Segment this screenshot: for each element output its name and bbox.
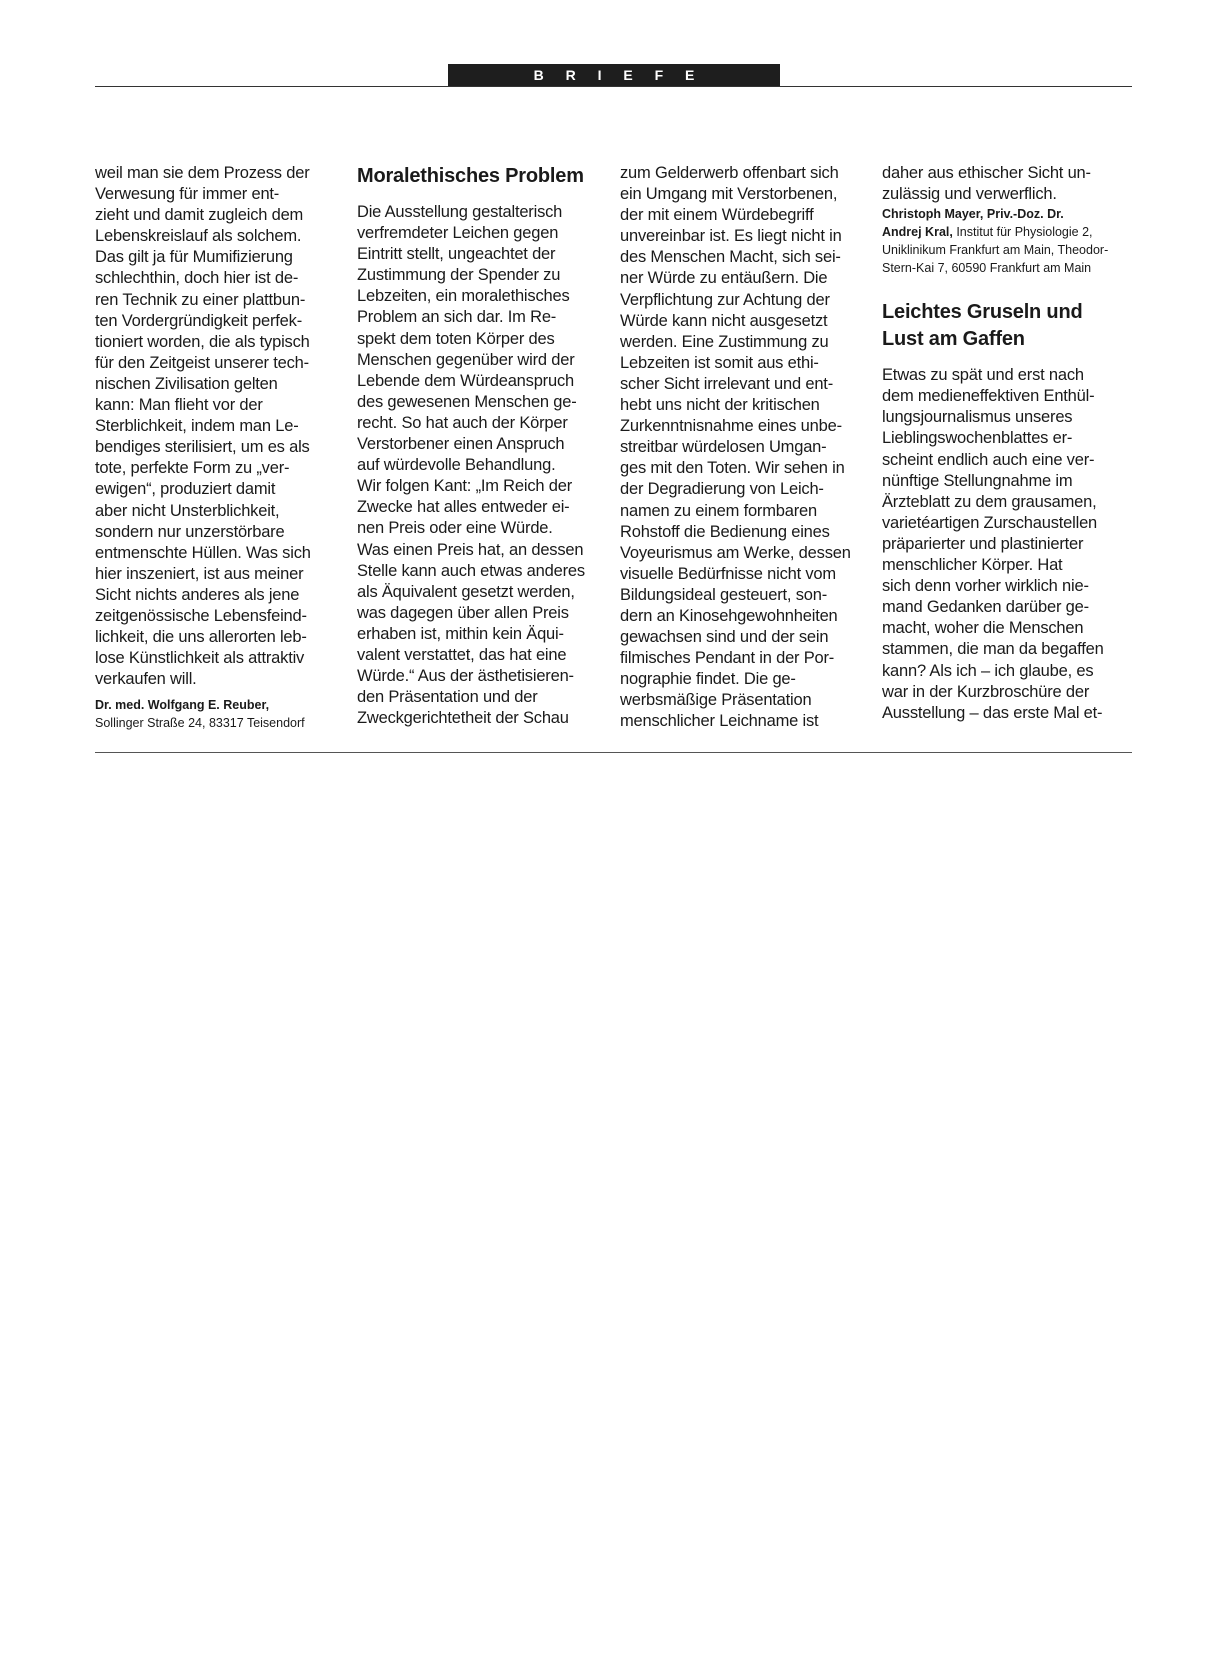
text-line: ges mit den Toten. Wir sehen in bbox=[620, 459, 845, 478]
text-line: Würde kann nicht ausgesetzt bbox=[620, 311, 828, 330]
text-line: nographie findet. Die ge- bbox=[620, 670, 796, 689]
text-line: den Präsentation und der bbox=[357, 688, 538, 707]
text-line: Ausstellung – das erste Mal et- bbox=[882, 703, 1103, 722]
text-line: Lebenskreislauf als solchem. bbox=[95, 227, 302, 246]
letter-body-2 bbox=[357, 202, 607, 729]
text-line: Rohstoff die Bedienung eines bbox=[620, 522, 830, 541]
text-line: hebt uns nicht der kritischen bbox=[620, 396, 820, 415]
text-line: sondern nur unzerstörbare bbox=[95, 522, 285, 541]
text-line: kann? Als ich – ich glaube, es bbox=[882, 661, 1094, 680]
signature-name: Christoph Mayer, Priv.-Doz. Dr. bbox=[882, 207, 1064, 222]
text-line: der mit einem Würdebegriff bbox=[620, 206, 814, 225]
text-line: Lebzeiten, ein moralethisches bbox=[357, 287, 570, 306]
section-banner: B R I E F E bbox=[448, 64, 780, 86]
text-line: gewachsen sind und der sein bbox=[620, 628, 829, 647]
signature-address: Uniklinikum Frankfurt am Main, Theodor- bbox=[882, 243, 1109, 258]
signature-address: Stern-Kai 7, 60590 Frankfurt am Main bbox=[882, 261, 1092, 276]
text-line: macht, woher die Menschen bbox=[882, 619, 1084, 638]
text-line: zeitgenössische Lebensfeind- bbox=[95, 606, 307, 625]
text-line: Das gilt ja für Mumifizierung bbox=[95, 248, 293, 267]
text-line: streitbar würdelosen Umgan- bbox=[620, 438, 827, 457]
signature-address: Sollinger Straße 24, 83317 Teisendorf bbox=[95, 716, 305, 731]
text-line: auf würdevolle Behandlung. bbox=[357, 456, 556, 475]
text-line: spekt dem toten Körper des bbox=[357, 329, 555, 348]
text-line: Ärzteblatt zu dem grausamen, bbox=[882, 492, 1097, 511]
text-line: Sicht nichts anderes als jene bbox=[95, 585, 300, 604]
text-line: sich denn vorher wirklich nie- bbox=[882, 577, 1089, 596]
column-3 bbox=[620, 163, 870, 733]
column-4 bbox=[882, 163, 1132, 724]
text-line: Zwecke hat alles entweder ei- bbox=[357, 498, 570, 517]
text-line: menschlicher Leichname ist bbox=[620, 712, 819, 731]
text-line: nünftige Stellungnahme im bbox=[882, 471, 1073, 490]
text-line: dern an Kinosehgewohnheiten bbox=[620, 606, 838, 625]
text-line: Verstorbener einen Anspruch bbox=[357, 435, 565, 454]
signature-address bbox=[882, 223, 1132, 241]
footer-rule bbox=[95, 752, 1132, 753]
text-line: Sterblichkeit, indem man Le- bbox=[95, 417, 299, 436]
letter-body-4 bbox=[882, 365, 1132, 724]
text-line: Zurkenntnisnahme eines unbe- bbox=[620, 417, 842, 436]
column-1 bbox=[95, 163, 345, 732]
text-line: als Äquivalent gesetzt werden, bbox=[357, 582, 575, 601]
text-line: stammen, die man da begaffen bbox=[882, 640, 1104, 659]
text-line: menschlicher Körper. Hat bbox=[882, 556, 1063, 575]
text-line: Verpflichtung zur Achtung der bbox=[620, 290, 830, 309]
text-line: dem medieneffektiven Enthül- bbox=[882, 387, 1095, 406]
article-heading bbox=[357, 163, 607, 190]
text-line: Zustimmung der Spender zu bbox=[357, 266, 561, 285]
text-line: varietéartigen Zurschaustellen bbox=[882, 513, 1098, 532]
text-line: weil man sie dem Prozess der bbox=[95, 164, 310, 182]
letter-body-3 bbox=[620, 163, 870, 733]
text-line: lose Künstlichkeit als attraktiv bbox=[95, 649, 305, 668]
text-line: präparierter und plastinierter bbox=[882, 534, 1084, 553]
heading-line: Leichtes Gruseln und bbox=[882, 301, 1083, 324]
text-line: zieht und damit zugleich dem bbox=[95, 206, 304, 225]
text-line: valent verstattet, das hat eine bbox=[357, 645, 567, 664]
signature-name: Dr. med. Wolfgang E. Reuber, bbox=[95, 698, 270, 713]
text-line: ewigen“, produziert damit bbox=[95, 480, 276, 499]
text-line: nischen Zivilisation gelten bbox=[95, 374, 278, 393]
text-line: Problem an sich dar. Im Re- bbox=[357, 308, 557, 327]
text-line: lungsjournalismus unseres bbox=[882, 408, 1073, 427]
text-line: des gewesenen Menschen ge- bbox=[357, 392, 577, 411]
text-line: nen Preis oder eine Würde. bbox=[357, 519, 553, 538]
text-line: Lebzeiten ist somit aus ethi- bbox=[620, 353, 819, 372]
text-line: was dagegen über allen Preis bbox=[357, 603, 569, 622]
letter-body-4-end bbox=[882, 163, 1132, 205]
text-line: namen zu einem formbaren bbox=[620, 501, 817, 520]
text-line: der Degradierung von Leich- bbox=[620, 480, 824, 499]
text-line: scher Sicht irrelevant und ent- bbox=[620, 374, 833, 393]
text-line: Voyeurismus am Werke, dessen bbox=[620, 543, 851, 562]
text-line: daher aus ethischer Sicht un- bbox=[882, 164, 1091, 182]
text-line: mand Gedanken darüber ge- bbox=[882, 598, 1089, 617]
text-line: tote, perfekte Form zu „ver- bbox=[95, 459, 290, 478]
text-line: Stelle kann auch etwas anderes bbox=[357, 561, 585, 580]
text-line: Bildungsideal gesteuert, son- bbox=[620, 585, 828, 604]
text-line: recht. So hat auch der Körper bbox=[357, 413, 568, 432]
heading-line: Lust am Gaffen bbox=[882, 328, 1025, 351]
text-line: verfremdeter Leichen gegen bbox=[357, 224, 559, 243]
text-line: scheint endlich auch eine ver- bbox=[882, 450, 1095, 469]
text-line: filmisches Pendant in der Por- bbox=[620, 649, 835, 668]
text-line: werbsmäßige Präsentation bbox=[620, 691, 812, 710]
text-line: werden. Eine Zustimmung zu bbox=[620, 332, 829, 351]
column-2 bbox=[357, 163, 607, 729]
text-line: aber nicht Unsterblichkeit, bbox=[95, 501, 280, 520]
signature-address-part: Institut für Physiologie 2, bbox=[952, 225, 1093, 240]
text-line: des Menschen Macht, sich sei- bbox=[620, 248, 841, 267]
text-line: Wir folgen Kant: „Im Reich der bbox=[357, 477, 572, 496]
text-line: Die Ausstellung gestalterisch bbox=[357, 203, 563, 221]
text-line: Menschen gegenüber wird der bbox=[357, 350, 575, 369]
text-line: war in der Kurzbroschüre der bbox=[882, 682, 1090, 701]
text-line: für den Zeitgeist unserer tech- bbox=[95, 353, 309, 372]
text-line: Würde.“ Aus der ästhetisieren- bbox=[357, 667, 574, 686]
text-line: Eintritt stellt, ungeachtet der bbox=[357, 245, 556, 264]
text-line: unvereinbar ist. Es liegt nicht in bbox=[620, 227, 842, 246]
text-line: kann: Man flieht vor der bbox=[95, 396, 263, 415]
heading-line: Moralethisches Problem bbox=[357, 165, 584, 187]
text-line: entmenschte Hüllen. Was sich bbox=[95, 543, 311, 562]
letter-body-1 bbox=[95, 163, 345, 690]
text-line: tioniert worden, die als typisch bbox=[95, 332, 310, 351]
text-line: bendiges sterilisiert, um es als bbox=[95, 438, 310, 457]
text-line: ren Technik zu einer plattbun- bbox=[95, 290, 306, 309]
text-line: zum Gelderwerb offenbart sich bbox=[620, 164, 839, 182]
text-line: Etwas zu spät und erst nach bbox=[882, 366, 1084, 385]
signature-name-inline: Andrej Kral, bbox=[882, 225, 953, 240]
text-line: lichkeit, die uns allerorten leb- bbox=[95, 628, 307, 647]
text-line: zulässig und verwerflich. bbox=[882, 185, 1057, 204]
text-line: verkaufen will. bbox=[95, 670, 197, 689]
text-line: ein Umgang mit Verstorbenen, bbox=[620, 185, 838, 204]
text-line: Verwesung für immer ent- bbox=[95, 185, 280, 204]
text-line: erhaben ist, mithin kein Äqui- bbox=[357, 624, 564, 643]
header-rule bbox=[95, 86, 1132, 87]
text-line: Lebende dem Würdeanspruch bbox=[357, 371, 574, 390]
text-line: ner Würde zu entäußern. Die bbox=[620, 269, 828, 288]
text-line: Was einen Preis hat, an dessen bbox=[357, 540, 584, 559]
text-line: visuelle Bedürfnisse nicht vom bbox=[620, 564, 836, 583]
text-line: hier inszeniert, ist aus meiner bbox=[95, 564, 304, 583]
text-line: schlechthin, doch hier ist de- bbox=[95, 269, 299, 288]
text-line: Zweckgerichtetheit der Schau bbox=[357, 709, 569, 728]
text-line: Lieblingswochenblattes er- bbox=[882, 429, 1073, 448]
text-line: ten Vordergründigkeit perfek- bbox=[95, 311, 302, 330]
article-heading bbox=[882, 299, 1132, 353]
